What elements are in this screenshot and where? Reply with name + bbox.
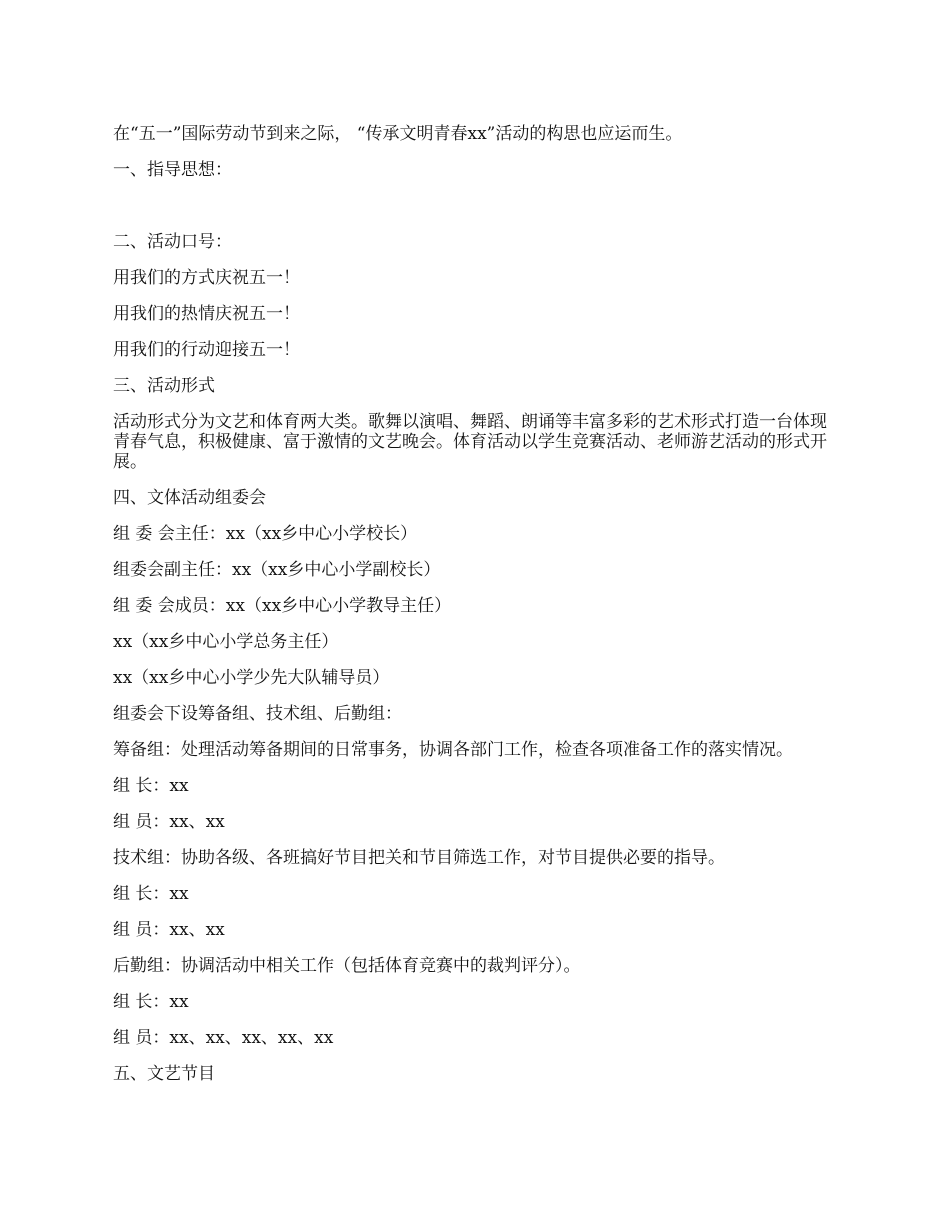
group-members-line: 组 员：xx、xx、xx、xx、xx [113, 1028, 334, 1048]
slogan-line: 用我们的热情庆祝五一！ [113, 304, 300, 324]
committee-line: 组委会副主任：xx（xx乡中心小学副校长） [113, 560, 441, 580]
document-body [113, 124, 843, 1084]
intro-paragraph: 在“五一”国际劳动节到来之际， “传承文明青春xx”活动的构思也应运而生。 [113, 124, 683, 144]
preparation-group-paragraph: 筹备组：处理活动筹备期间的日常事务，协调各部门工作，检查各项准备工作的落实情况。 [113, 740, 793, 760]
activity-form-paragraph: 活动形式分为文艺和体育两大类。歌舞以演唱、舞蹈、朗诵等丰富多彩的艺术形式打造一台体现青春气息，积极健康、富于激情的文艺晚会。体育活动以学生竞赛活动、老师游艺活动的形式开展。 [113, 412, 827, 472]
committee-line: xx（xx乡中心小学总务主任） [113, 632, 339, 652]
section-heading-committee: 四、文体活动组委会 [113, 488, 266, 508]
group-leader-line: 组 长：xx [113, 992, 189, 1012]
committee-line: 组 委 会主任：xx（xx乡中心小学校长） [113, 524, 418, 544]
slogan-line: 用我们的方式庆祝五一！ [113, 268, 300, 288]
section-heading-guiding-thought: 一、指导思想： [113, 160, 232, 180]
group-members-line: 组 员：xx、xx [113, 812, 225, 832]
committee-groups-line: 组委会下设筹备组、技术组、后勤组： [113, 704, 402, 724]
section-heading-activity-form: 三、活动形式 [113, 376, 215, 396]
committee-line: 组 委 会成员：xx（xx乡中心小学教导主任） [113, 596, 452, 616]
section-heading-performances: 五、文艺节目 [113, 1064, 215, 1084]
technical-group-paragraph: 技术组：协助各级、各班搞好节目把关和节目筛选工作，对节目提供必要的指导。 [113, 848, 725, 868]
slogan-line: 用我们的行动迎接五一！ [113, 340, 300, 360]
committee-line: xx（xx乡中心小学少先大队辅导员） [113, 668, 390, 688]
logistics-group-paragraph: 后勤组：协调活动中相关工作（包括体育竞赛中的裁判评分）。 [113, 956, 581, 976]
section-heading-slogan: 二、活动口号： [113, 232, 232, 252]
group-leader-line: 组 长：xx [113, 884, 189, 904]
group-members-line: 组 员：xx、xx [113, 920, 225, 940]
group-leader-line: 组 长：xx [113, 776, 189, 796]
